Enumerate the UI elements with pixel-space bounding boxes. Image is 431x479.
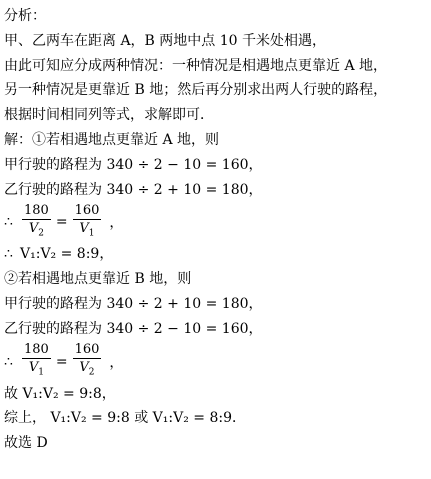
- case-1-jia-distance: 甲行驶的路程为 340 ÷ 2 − 10 = 160，: [4, 156, 263, 173]
- solution-document: [4, 4, 429, 456]
- therefore-symbol: ∴: [4, 353, 13, 370]
- fraction-left: [22, 342, 51, 381]
- ratio-text: V₁:V₂ = 8:9，: [20, 246, 114, 263]
- analysis-line-3: 另一种情况是更靠近 B 地；然后再分别求出两人行驶的路程，: [4, 82, 388, 99]
- conclusion-line: 综上， V₁:V₂ = 9:8 或 V₁:V₂ = 8:9．: [4, 410, 246, 427]
- equals-sign: =: [55, 353, 68, 370]
- fraction-denominator: $V_2$: [28, 221, 44, 239]
- case-2-yi-distance: 乙行驶的路程为 340 ÷ 2 − 10 = 160，: [4, 320, 263, 337]
- solution-case-2-heading: ②若相遇地点更靠近 B 地，则: [4, 271, 192, 288]
- answer-line: 故选 D: [4, 435, 48, 452]
- analysis-line-1: 甲、乙两车在距离 A，B 两地中点 10 千米处相遇，: [4, 32, 327, 49]
- therefore-symbol: ∴: [4, 246, 13, 263]
- equation-tail: ，: [109, 215, 124, 232]
- fraction-right: [73, 342, 102, 381]
- case-2-equation: [4, 342, 429, 382]
- analysis-line-2: 由此可知应分成两种情况：一种情况是相遇地点更靠近 A 地，: [4, 57, 388, 74]
- analysis-heading: 分析：: [4, 8, 46, 24]
- fraction-numerator: 160: [74, 203, 100, 219]
- therefore-symbol: ∴: [4, 214, 13, 231]
- fraction-denominator: $V_2$: [79, 360, 95, 378]
- analysis-line-4: 根据时间相同列等式，求解即可．: [4, 107, 214, 124]
- fraction-left: [22, 203, 51, 242]
- fraction-denominator: $V_1$: [28, 360, 44, 378]
- fraction-numerator: 160: [74, 342, 100, 358]
- case-1-equation: [4, 202, 429, 242]
- fraction-numerator: 180: [24, 203, 49, 219]
- equation-tail: ，: [109, 354, 124, 371]
- case-2-jia-distance: 甲行驶的路程为 340 ÷ 2 + 10 = 180，: [4, 295, 263, 312]
- fraction-denominator: $V_1$: [79, 221, 95, 239]
- fraction-numerator: 180: [24, 342, 49, 358]
- equals-sign: =: [55, 214, 68, 231]
- solution-case-1-heading: 解：①若相遇地点更靠近 A 地，则: [4, 131, 220, 148]
- case-1-ratio: [4, 242, 429, 267]
- fraction-right: [73, 203, 102, 242]
- case-2-ratio: 故 V₁:V₂ = 9:8，: [4, 385, 116, 402]
- case-1-yi-distance: 乙行驶的路程为 340 ÷ 2 + 10 = 180，: [4, 181, 263, 198]
